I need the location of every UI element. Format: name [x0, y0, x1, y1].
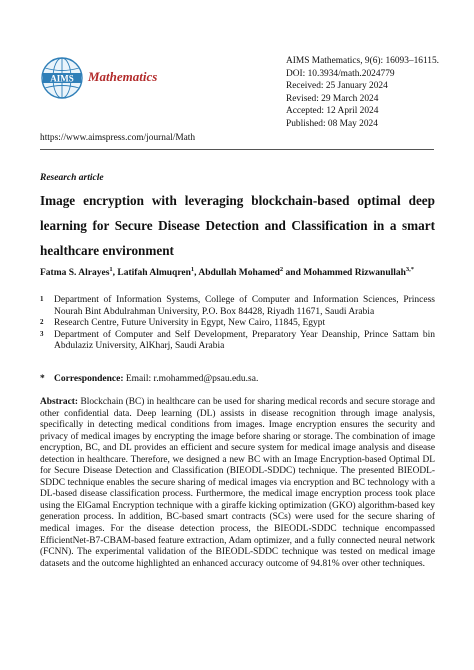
affiliation-text: Department of Computer and Self Development, Preparatory Year Deanship, Prince Sattam bin Abdulaziz University, AlKharj, Saudi Arabia [54, 329, 435, 351]
article-type: Research article [40, 173, 104, 183]
author-separator: , [194, 268, 199, 279]
correspondence-star: * [40, 374, 45, 384]
affiliation-number: 3 [40, 329, 44, 338]
author-separator: , [112, 268, 118, 279]
author-name: Mohammed Rizwanullah [303, 268, 406, 279]
journal-url-link[interactable]: https://www.aimspress.com/journal/Math [40, 133, 196, 143]
affiliation-text: Research Centre, Future University in Egypt, New Cairo, 11845, Egypt [54, 318, 326, 328]
journal-name: Mathematics [88, 69, 158, 84]
affiliation-list [40, 295, 435, 353]
correspondence-email: Email: r.mohammed@psau.edu.sa. [123, 374, 259, 384]
globe-logo-icon [40, 56, 84, 100]
affiliation-number: 2 [40, 318, 44, 326]
author-affil-mark: 2 [279, 266, 284, 273]
meta-revised: Revised: 29 March 2024 [286, 93, 379, 104]
header-divider [40, 149, 434, 150]
article-meta [286, 55, 439, 130]
meta-accepted: Accepted: 12 April 2024 [286, 106, 379, 116]
abstract-label: Abstract: [40, 397, 79, 407]
logo-text: AIMS [50, 73, 74, 84]
affiliation-item [40, 330, 435, 353]
meta-doi: DOI: 10.3934/math.2024779 [286, 68, 395, 79]
affiliation-item [40, 318, 435, 330]
author-affil-mark: 3,* [405, 266, 415, 273]
author-name: Fatma S. Alrayes [40, 268, 110, 279]
abstract-text: Blockchain (BC) in healthcare can be used for sharing medical records and secure storage and other confidential data. Deep learning (DL) assists in disease recognition through image analysis, specifically in detecting medical conditions from images. Image encryption ensures the security and privacy of medical images by encrypting the image before sharing or storage. The combination of image encryption, BC, and DL provides an efficient and secure system for medical image analysis and disease detection in healthcare. Therefore, we designed a new BC with an Image Encryption-based Optimal DL for Secure Disease Detection and Classification (BIEODL-SDDC) technique. The presented BIEODL-SDDC technique enables the secure sharing of medical images via encryption and BC technology with a DL-based disease classification process. Furthermore, the medical image encryption process took place using the ElGamal Encryption technique with a giraffe kicking optimization (GKO) algorithm-based key generation process. In addition, BC-based smart contracts (SCs) were used for the secure sharing of medical images. For the disease detection process, the BIEODL-SDDC technique encompassed EfficientNet-B7-CBAM-based feature extraction, Adam optimizer, and a fully connected neural network (FCNN). The experimental validation of the BIEODL-SDDC technique was tested on medical image datasets and the outcome highlighted an enhanced accuracy outcome of 94.81% over other techniques. [40, 397, 435, 569]
meta-citation: AIMS Mathematics, 9(6): 16093–16115. [286, 56, 440, 66]
affiliation-number: 1 [40, 295, 44, 303]
affiliation-text: Department of Information Systems, College of Computer and Information Sciences, Princess Nourah Bint Abdulrahman University, P.O. Box 84428, Riyadh 11671, Saudi Arabia [54, 295, 435, 317]
author-name: Abdullah Mohamed [198, 268, 280, 279]
article-title: Image encryption with leveraging blockchain-based optimal deep learning for Secure Disease Detection and Classification in a smart healthcare environment [40, 193, 435, 258]
author-name: Latifah Almuqren [117, 268, 191, 279]
meta-published: Published: 08 May 2024 [286, 118, 378, 129]
author-separator: and [283, 268, 304, 279]
journal-logo [40, 56, 84, 100]
author-affil-mark: 1 [190, 266, 195, 273]
author-affil-mark: 1 [109, 266, 113, 273]
meta-received: Received: 25 January 2024 [286, 81, 388, 91]
correspondence [40, 374, 258, 384]
author-list [40, 266, 414, 278]
correspondence-label: Correspondence: [54, 374, 124, 384]
abstract [40, 397, 435, 570]
affiliation-item [40, 295, 435, 318]
